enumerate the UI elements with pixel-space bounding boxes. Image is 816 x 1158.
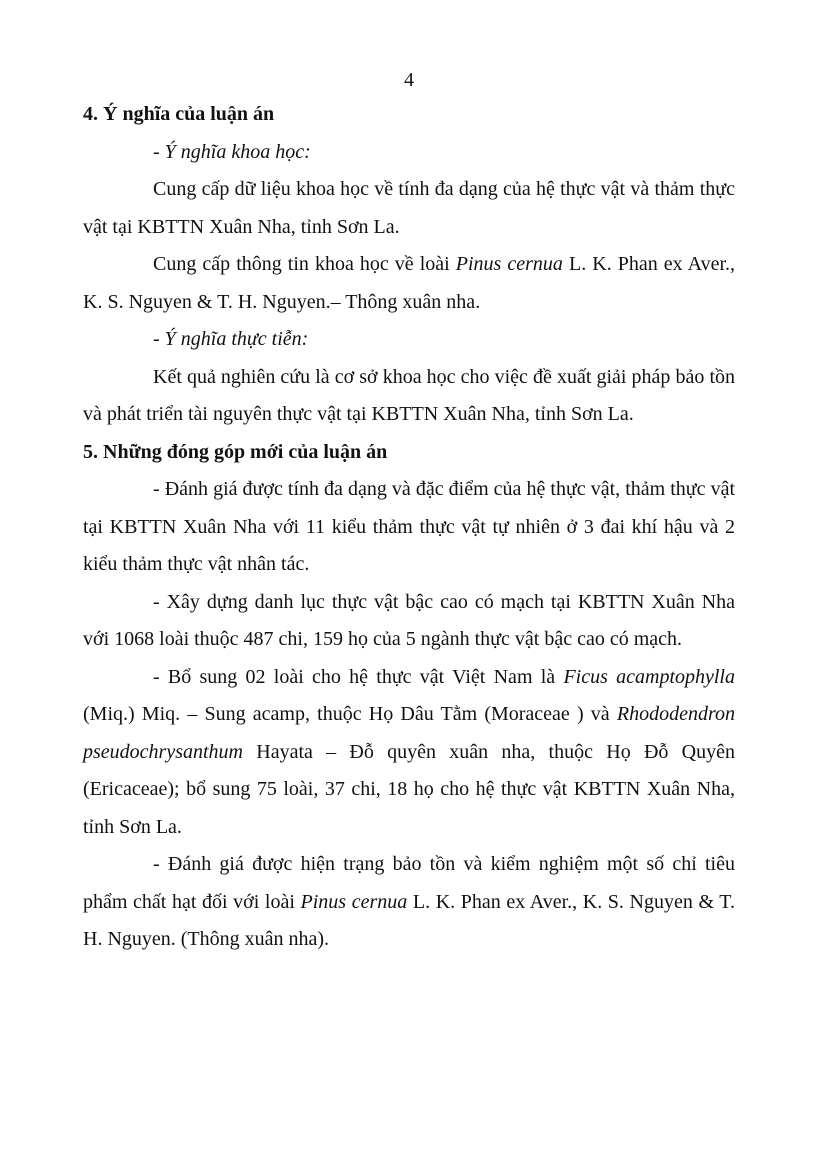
species-name: Ficus acamptophylla bbox=[563, 665, 735, 688]
contribution-item-1: - Đánh giá được tính đa dạng và đặc điểm của hệ thực vật, thảm thực vật tại KBTTN Xuân Nha với 11 kiểu thảm thực vật tự nhiên ở 3 đai khí hậu và 2 kiểu thảm thực vật nhân tác. bbox=[83, 478, 735, 575]
practical-significance-paragraph: Kết quả nghiên cứu là cơ sở khoa học cho việc đề xuất giải pháp bảo tồn và phát triển tài nguyên thực vật tại KBTTN Xuân Nha, tỉnh Sơn La. bbox=[83, 365, 735, 425]
scientific-significance-paragraph-2 bbox=[83, 246, 735, 321]
species-name: Rhododendron pseudochrysanthum bbox=[83, 703, 735, 763]
text-segment: L. K. Phan ex Aver., K. S. Nguyen & T. H. Nguyen. (Thông xuân nha). bbox=[83, 890, 736, 950]
text-segment: Hayata – Đỗ quyên xuân nha, thuộc Họ Đỗ Quyên (Ericaceae); bổ sung 75 loài, 37 chi, 18 họ cho hệ thực vật KBTTN Xuân Nha, tỉnh Sơn La. bbox=[83, 740, 735, 838]
section-4-heading: 4. Ý nghĩa của luận án bbox=[83, 103, 275, 125]
species-name: Pinus cernua bbox=[455, 253, 563, 275]
document-page bbox=[83, 68, 735, 959]
contribution-item-3 bbox=[83, 659, 735, 847]
text-segment: (Miq.) Miq. – Sung acamp, thuộc Họ Dâu Tằm (Moraceae ) và bbox=[83, 703, 617, 725]
text-segment: - Đánh giá được hiện trạng bảo tồn và kiểm nghiệm một số chỉ tiêu phẩm chất hạt đối với loài bbox=[83, 853, 735, 913]
text-segment: L. K. Phan ex Aver., K. S. Nguyen & T. H. Nguyen.– Thông xuân nha. bbox=[83, 253, 736, 313]
section-5-heading: 5. Những đóng góp mới của luận án bbox=[83, 440, 388, 463]
scientific-significance-subhead: - Ý nghĩa khoa học: bbox=[153, 140, 311, 163]
contribution-item-4 bbox=[83, 846, 735, 959]
text-segment: Cung cấp thông tin khoa học về loài bbox=[153, 253, 456, 275]
contribution-item-2: - Xây dựng danh lục thực vật bậc cao có mạch tại KBTTN Xuân Nha với 1068 loài thuộc 487 chi, 159 họ của 5 ngành thực vật bậc cao có mạch. bbox=[83, 590, 735, 650]
text-segment: - Bổ sung 02 loài cho hệ thực vật Việt Nam là bbox=[153, 665, 564, 688]
scientific-significance-paragraph-1: Cung cấp dữ liệu khoa học về tính đa dạng của hệ thực vật và thảm thực vật tại KBTTN Xuân Nha, tỉnh Sơn La. bbox=[83, 178, 735, 238]
species-name: Pinus cernua bbox=[300, 890, 408, 913]
practical-significance-subhead: - Ý nghĩa thực tiễn: bbox=[153, 328, 309, 350]
page-number: 4 bbox=[404, 69, 414, 91]
